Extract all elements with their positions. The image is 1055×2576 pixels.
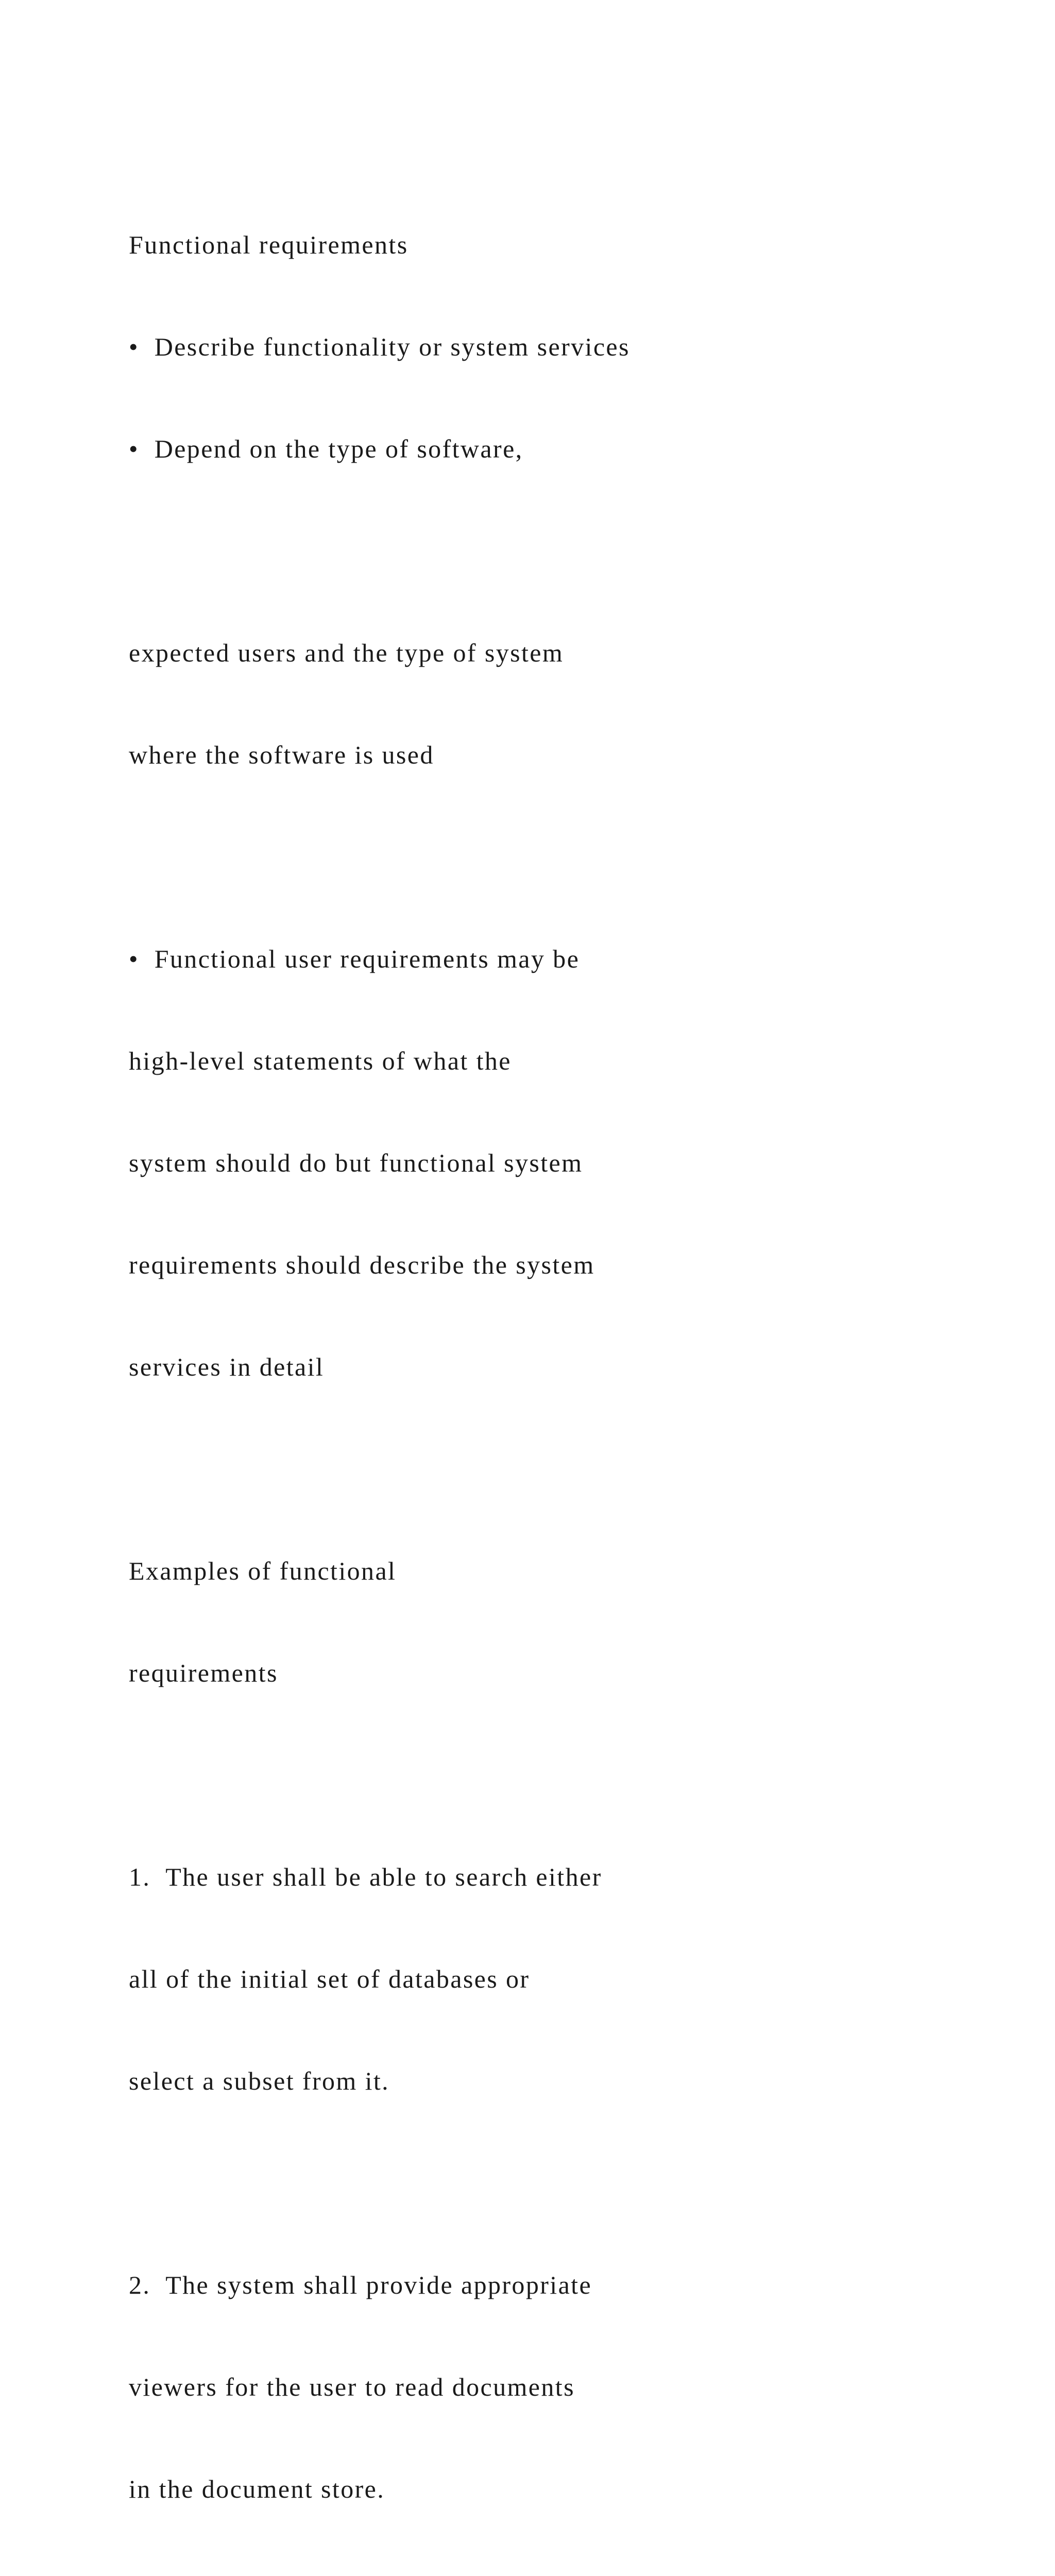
- text-line: all of the initial set of databases or: [129, 1964, 530, 1993]
- text-line: high-level statements of what the: [129, 1046, 512, 1075]
- bullet-describe-functionality: • Describe functionality or system services: [129, 332, 630, 361]
- blank-line: [129, 2166, 1005, 2200]
- text-line: requirements should describe the system: [129, 1250, 595, 1279]
- section-heading-examples: Examples of functional: [129, 1556, 397, 1585]
- blank-line: [129, 1758, 1005, 1792]
- section-heading-functional-requirements: Functional requirements: [129, 230, 409, 259]
- text-line: expected users and the type of system: [129, 638, 564, 667]
- numbered-item-1: 1. The user shall be able to search either: [129, 1862, 602, 1891]
- text-line: in the document store.: [129, 2475, 385, 2503]
- text-line: services in detail: [129, 1352, 325, 1381]
- blank-line: [129, 840, 1005, 874]
- bullet-functional-user-requirements: • Functional user requirements may be: [129, 944, 580, 973]
- text-line: select a subset from it.: [129, 2066, 390, 2095]
- blank-line: [129, 1452, 1005, 1486]
- bullet-depend-on-type: • Depend on the type of software,: [129, 434, 523, 463]
- text-line: system should do but functional system: [129, 1148, 583, 1177]
- text-line: viewers for the user to read documents: [129, 2372, 575, 2401]
- blank-line: [129, 534, 1005, 568]
- document-text: [129, 160, 1005, 2576]
- section-heading-examples-cont: requirements: [129, 1658, 278, 1687]
- blank-line: [129, 2574, 1005, 2576]
- numbered-item-2: 2. The system shall provide appropriate: [129, 2270, 592, 2299]
- text-line: where the software is used: [129, 740, 434, 769]
